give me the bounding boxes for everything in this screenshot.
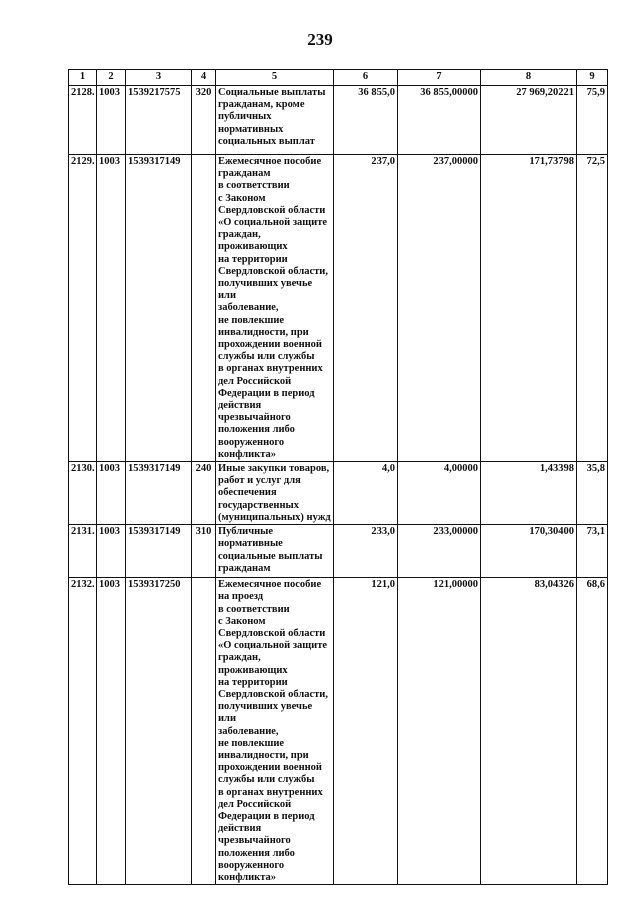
row-number: 2128. xyxy=(69,86,97,155)
executed-amount: 27 969,20221 xyxy=(481,86,577,155)
expense-type-code xyxy=(192,578,216,885)
budget-table xyxy=(68,69,608,885)
plan-amount-exact: 237,00000 xyxy=(398,155,481,462)
header-row xyxy=(69,70,608,86)
plan-amount: 237,0 xyxy=(334,155,398,462)
plan-amount-exact: 36 855,00000 xyxy=(398,86,481,155)
execution-percent: 72,5 xyxy=(577,155,608,462)
item-name: Ежемесячное пособие на проезд в соответствии с Законом Свердловской области «О социальной защите граждан, проживающих на территории Свердловской области, получивших увечье или заболевание, не повлекшие инвалидности, при прохождении военной службы или службы в органах внутренних дел Российской Федерации в период действия чрезвычайного положения либо вооруженного конфликта» xyxy=(216,578,334,885)
section-code: 1003 xyxy=(97,155,126,462)
item-name: Социальные выплаты гражданам, кроме публичных нормативных социальных выплат xyxy=(216,86,334,155)
table-header xyxy=(69,70,608,86)
section-code: 1003 xyxy=(97,86,126,155)
plan-amount: 4,0 xyxy=(334,462,398,525)
target-article-code: 1539217575 xyxy=(126,86,192,155)
header-col-5: 5 xyxy=(216,70,334,86)
page-number: 239 xyxy=(307,30,333,49)
header-col-6: 6 xyxy=(334,70,398,86)
expense-type-code: 320 xyxy=(192,86,216,155)
plan-amount-exact: 4,00000 xyxy=(398,462,481,525)
plan-amount-exact: 121,00000 xyxy=(398,578,481,885)
target-article-code: 1539317250 xyxy=(126,578,192,885)
table-body xyxy=(69,86,608,885)
executed-amount: 171,73798 xyxy=(481,155,577,462)
header-col-9: 9 xyxy=(577,70,608,86)
header-col-1: 1 xyxy=(69,70,97,86)
row-number: 2129. xyxy=(69,155,97,462)
row-number: 2131. xyxy=(69,525,97,578)
row-number: 2132. xyxy=(69,578,97,885)
plan-amount: 121,0 xyxy=(334,578,398,885)
execution-percent: 75,9 xyxy=(577,86,608,155)
table-row xyxy=(69,578,608,885)
executed-amount: 83,04326 xyxy=(481,578,577,885)
expense-type-code xyxy=(192,155,216,462)
header-col-7: 7 xyxy=(398,70,481,86)
section-code: 1003 xyxy=(97,525,126,578)
target-article-code: 1539317149 xyxy=(126,525,192,578)
target-article-code: 1539317149 xyxy=(126,462,192,525)
section-code: 1003 xyxy=(97,578,126,885)
plan-amount: 233,0 xyxy=(334,525,398,578)
section-code: 1003 xyxy=(97,462,126,525)
executed-amount: 1,43398 xyxy=(481,462,577,525)
item-name: Ежемесячное пособие гражданам в соответствии с Законом Свердловской области «О социальной защите граждан, проживающих на территории Свердловской области, получивших увечье или заболевание, не повлекшие инвалидности, при прохождении военной службы или службы в органах внутренних дел Российской Федерации в период действия чрезвычайного положения либо вооруженного конфликта» xyxy=(216,155,334,462)
header-col-2: 2 xyxy=(97,70,126,86)
table-row xyxy=(69,525,608,578)
expense-type-code: 310 xyxy=(192,525,216,578)
row-number: 2130. xyxy=(69,462,97,525)
header-col-3: 3 xyxy=(126,70,192,86)
header-col-4: 4 xyxy=(192,70,216,86)
execution-percent: 73,1 xyxy=(577,525,608,578)
table-row xyxy=(69,86,608,155)
expense-type-code: 240 xyxy=(192,462,216,525)
execution-percent: 35,8 xyxy=(577,462,608,525)
item-name: Иные закупки товаров, работ и услуг для обеспечения государственных (муниципальных) нужд xyxy=(216,462,334,525)
target-article-code: 1539317149 xyxy=(126,155,192,462)
item-name: Публичные нормативные социальные выплаты гражданам xyxy=(216,525,334,578)
table-row xyxy=(69,155,608,462)
execution-percent: 68,6 xyxy=(577,578,608,885)
plan-amount-exact: 233,00000 xyxy=(398,525,481,578)
table-row xyxy=(69,462,608,525)
header-col-8: 8 xyxy=(481,70,577,86)
executed-amount: 170,30400 xyxy=(481,525,577,578)
plan-amount: 36 855,0 xyxy=(334,86,398,155)
